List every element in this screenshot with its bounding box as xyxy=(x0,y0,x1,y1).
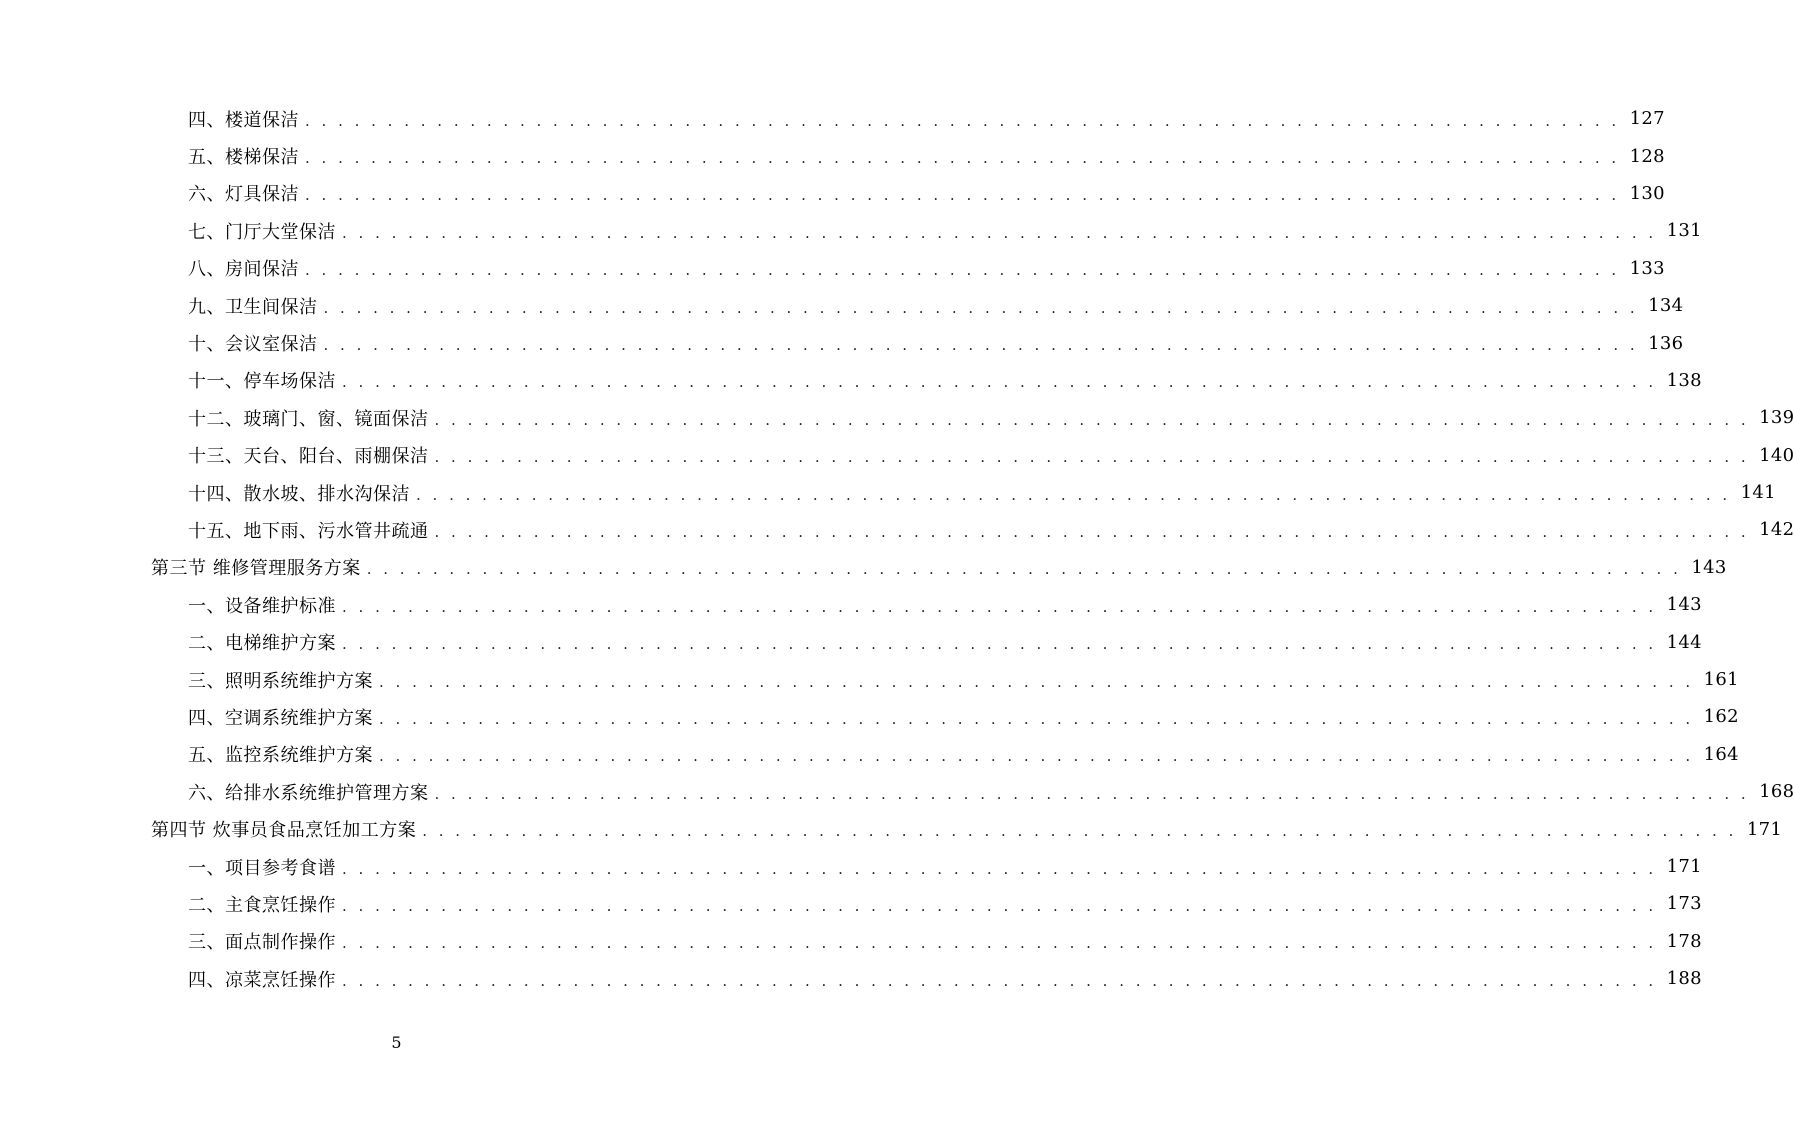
toc-entry-title: 四、楼道保洁 xyxy=(188,109,299,131)
toc-entry-title: 九、卫生间保洁 xyxy=(188,296,318,318)
toc-entry-page: 138 xyxy=(1666,369,1702,391)
toc-entry[interactable] xyxy=(0,137,1665,174)
toc-entry-page: 162 xyxy=(1703,706,1739,728)
toc-dot-leader: . . . . . . . . . . . . . . . . . . . . . . . . . . . . . . . . . . . . . . . . . . . . . . . . . . . . . . . . . . . . . . . . . . . . . . . . . . . . . . . . xyxy=(305,186,1620,205)
toc-dot-leader: . . . . . . . . . . . . . . . . . . . . . . . . . . . . . . . . . . . . . . . . . . . . . . . . . . . . . . . . . . . . . . . . . . . . . . . . . . . . . . . . xyxy=(342,859,1657,878)
toc-dot-leader: . . . . . . . . . . . . . . . . . . . . . . . . . . . . . . . . . . . . . . . . . . . . . . . . . . . . . . . . . . . . . . . . . . . . . . . . . . . . . . . . xyxy=(342,934,1657,953)
toc-entry[interactable] xyxy=(0,661,1739,698)
toc-dot-leader: . . . . . . . . . . . . . . . . . . . . . . . . . . . . . . . . . . . . . . . . . . . . . . . . . . . . . . . . . . . . . . . . . . . . . . . . . . . . . . . . xyxy=(434,448,1750,467)
toc-entry-title: 七、门厅大堂保洁 xyxy=(188,221,336,243)
toc-entry-page: 141 xyxy=(1740,482,1776,504)
toc-entry[interactable] xyxy=(0,250,1665,287)
toc-entry-title: 六、给排水系统维护管理方案 xyxy=(188,782,429,804)
toc-entry-page: 143 xyxy=(1691,556,1727,578)
toc-entry[interactable] xyxy=(0,623,1702,660)
toc-entry-title: 十、会议室保洁 xyxy=(188,334,318,356)
toc-entry[interactable] xyxy=(0,511,1794,548)
toc-entry-page: 139 xyxy=(1759,407,1794,429)
toc-dot-leader: . . . . . . . . . . . . . . . . . . . . . . . . . . . . . . . . . . . . . . . . . . . . . . . . . . . . . . . . . . . . . . . . . . . . . . . . . . . . . . . . xyxy=(416,485,1731,504)
toc-entry-page: 140 xyxy=(1759,444,1794,466)
toc-entry-title: 三、照明系统维护方案 xyxy=(188,670,373,692)
toc-entry-page: 161 xyxy=(1703,669,1739,691)
toc-entry-title: 四、凉菜烹饪操作 xyxy=(188,969,336,991)
toc-dot-leader: . . . . . . . . . . . . . . . . . . . . . . . . . . . . . . . . . . . . . . . . . . . . . . . . . . . . . . . . . . . . . . . . . . . . . . . . . . . . . . . . xyxy=(342,597,1657,616)
toc-entry-title: 十二、玻璃门、窗、镜面保洁 xyxy=(188,408,429,430)
toc-dot-leader: . . . . . . . . . . . . . . . . . . . . . . . . . . . . . . . . . . . . . . . . . . . . . . . . . . . . . . . . . . . . . . . . . . . . . . . . . . . . . . . . xyxy=(342,373,1657,392)
toc-entry-page: 127 xyxy=(1629,108,1665,130)
toc-section-entry[interactable] xyxy=(0,810,1783,847)
toc-entry-page: 133 xyxy=(1629,257,1665,279)
toc-dot-leader: . . . . . . . . . . . . . . . . . . . . . . . . . . . . . . . . . . . . . . . . . . . . . . . . . . . . . . . . . . . . . . . . . . . . . . . . . . . . . . . . xyxy=(434,410,1750,429)
table-of-contents xyxy=(0,100,1794,997)
toc-entry[interactable] xyxy=(0,175,1665,212)
page-number: 5 xyxy=(391,1033,402,1052)
toc-dot-leader: . . . . . . . . . . . . . . . . . . . . . . . . . . . . . . . . . . . . . . . . . . . . . . . . . . . . . . . . . . . . . . . . . . . . . . . . . . . . . . . . xyxy=(379,709,1694,728)
toc-entry[interactable] xyxy=(0,362,1702,399)
toc-dot-leader: . . . . . . . . . . . . . . . . . . . . . . . . . . . . . . . . . . . . . . . . . . . . . . . . . . . . . . . . . . . . . . . . . . . . . . . . . . . . . . . . xyxy=(434,784,1750,803)
toc-dot-leader: . . . . . . . . . . . . . . . . . . . . . . . . . . . . . . . . . . . . . . . . . . . . . . . . . . . . . . . . . . . . . . . . . . . . . . . . . . . . . . . . xyxy=(305,111,1620,130)
toc-entry-page: 173 xyxy=(1666,893,1702,915)
toc-entry-page: 130 xyxy=(1629,182,1665,204)
toc-entry[interactable] xyxy=(0,474,1776,511)
toc-dot-leader: . . . . . . . . . . . . . . . . . . . . . . . . . . . . . . . . . . . . . . . . . . . . . . . . . . . . . . . . . . . . . . . . . . . . . . . . . . . . . . . . xyxy=(323,336,1639,355)
toc-entry[interactable] xyxy=(0,923,1702,960)
toc-entry-page: 131 xyxy=(1666,220,1702,242)
toc-entry[interactable] xyxy=(0,698,1739,735)
toc-dot-leader: . . . . . . . . . . . . . . . . . . . . . . . . . . . . . . . . . . . . . . . . . . . . . . . . . . . . . . . . . . . . . . . . . . . . . . . . . . . . . . . . xyxy=(323,298,1639,317)
toc-entry-page: 164 xyxy=(1703,743,1739,765)
toc-entry-page: 171 xyxy=(1746,818,1783,840)
toc-entry[interactable] xyxy=(0,212,1702,249)
toc-dot-leader: . . . . . . . . . . . . . . . . . . . . . . . . . . . . . . . . . . . . . . . . . . . . . . . . . . . . . . . . . . . . . . . . . . . . . . . . . . . . . . . . xyxy=(379,747,1694,766)
toc-entry-title: 第四节 炊事员食品烹饪加工方案 xyxy=(151,820,417,842)
toc-dot-leader: . . . . . . . . . . . . . . . . . . . . . . . . . . . . . . . . . . . . . . . . . . . . . . . . . . . . . . . . . . . . . . . . . . . . . . . . . . . . . . . . xyxy=(342,223,1657,242)
toc-entry-title: 十五、地下雨、污水管井疏通 xyxy=(188,520,429,542)
toc-entry-title: 十一、停车场保洁 xyxy=(188,371,336,393)
toc-entry[interactable] xyxy=(0,736,1739,773)
toc-entry-page: 178 xyxy=(1666,930,1702,952)
toc-entry-page: 134 xyxy=(1648,295,1684,317)
toc-entry-title: 一、项目参考食谱 xyxy=(188,857,336,879)
toc-entry-title: 一、设备维护标准 xyxy=(188,595,336,617)
toc-dot-leader: . . . . . . . . . . . . . . . . . . . . . . . . . . . . . . . . . . . . . . . . . . . . . . . . . . . . . . . . . . . . . . . . . . . . . . . . . . . . . . . . xyxy=(366,560,1682,579)
toc-entry-title: 十三、天台、阳台、雨棚保洁 xyxy=(188,446,429,468)
toc-entry[interactable] xyxy=(0,960,1702,997)
toc-entry-page: 142 xyxy=(1759,519,1794,541)
toc-entry-title: 三、面点制作操作 xyxy=(188,932,336,954)
toc-entry[interactable] xyxy=(0,437,1794,474)
toc-entry-page: 171 xyxy=(1666,856,1702,877)
toc-dot-leader: . . . . . . . . . . . . . . . . . . . . . . . . . . . . . . . . . . . . . . . . . . . . . . . . . . . . . . . . . . . . . . . . . . . . . . . . . . . . . . . . xyxy=(434,522,1750,541)
toc-entry-page: 188 xyxy=(1666,968,1702,990)
toc-entry-title: 第三节 维修管理服务方案 xyxy=(151,558,361,580)
toc-entry-page: 144 xyxy=(1666,631,1702,653)
toc-entry[interactable] xyxy=(0,324,1684,361)
toc-entry[interactable] xyxy=(0,848,1702,885)
toc-section-entry[interactable] xyxy=(0,549,1727,586)
toc-entry[interactable] xyxy=(0,773,1794,810)
toc-entry-page: 128 xyxy=(1629,145,1665,167)
toc-entry-title: 五、楼梯保洁 xyxy=(188,147,299,169)
toc-entry-page: 136 xyxy=(1648,332,1684,354)
toc-dot-leader: . . . . . . . . . . . . . . . . . . . . . . . . . . . . . . . . . . . . . . . . . . . . . . . . . . . . . . . . . . . . . . . . . . . . . . . . . . . . . . . . xyxy=(342,896,1657,915)
toc-entry-page: 168 xyxy=(1759,781,1794,803)
toc-dot-leader: . . . . . . . . . . . . . . . . . . . . . . . . . . . . . . . . . . . . . . . . . . . . . . . . . . . . . . . . . . . . . . . . . . . . . . . . . . . . . . . . xyxy=(342,971,1657,990)
toc-entry[interactable] xyxy=(0,287,1684,324)
toc-dot-leader: . . . . . . . . . . . . . . . . . . . . . . . . . . . . . . . . . . . . . . . . . . . . . . . . . . . . . . . . . . . . . . . . . . . . . . . . . . . . . . . . xyxy=(422,822,1737,841)
toc-entry[interactable] xyxy=(0,100,1665,137)
toc-entry[interactable] xyxy=(0,399,1794,436)
toc-entry-title: 十四、散水坡、排水沟保洁 xyxy=(188,483,410,505)
toc-entry-title: 五、监控系统维护方案 xyxy=(188,745,373,767)
toc-entry-title: 二、主食烹饪操作 xyxy=(188,894,336,916)
toc-dot-leader: . . . . . . . . . . . . . . . . . . . . . . . . . . . . . . . . . . . . . . . . . . . . . . . . . . . . . . . . . . . . . . . . . . . . . . . . . . . . . . . . xyxy=(305,261,1620,280)
toc-entry-title: 六、灯具保洁 xyxy=(188,184,299,206)
toc-dot-leader: . . . . . . . . . . . . . . . . . . . . . . . . . . . . . . . . . . . . . . . . . . . . . . . . . . . . . . . . . . . . . . . . . . . . . . . . . . . . . . . . xyxy=(342,635,1657,654)
toc-entry-title: 四、空调系统维护方案 xyxy=(188,707,373,729)
toc-entry-title: 二、电梯维护方案 xyxy=(188,633,336,655)
toc-entry-title: 八、房间保洁 xyxy=(188,259,299,281)
toc-entry[interactable] xyxy=(0,885,1702,922)
toc-dot-leader: . . . . . . . . . . . . . . . . . . . . . . . . . . . . . . . . . . . . . . . . . . . . . . . . . . . . . . . . . . . . . . . . . . . . . . . . . . . . . . . . xyxy=(305,149,1620,168)
toc-entry[interactable] xyxy=(0,586,1702,623)
toc-dot-leader: . . . . . . . . . . . . . . . . . . . . . . . . . . . . . . . . . . . . . . . . . . . . . . . . . . . . . . . . . . . . . . . . . . . . . . . . . . . . . . . . xyxy=(379,672,1694,691)
toc-entry-page: 143 xyxy=(1666,594,1702,616)
